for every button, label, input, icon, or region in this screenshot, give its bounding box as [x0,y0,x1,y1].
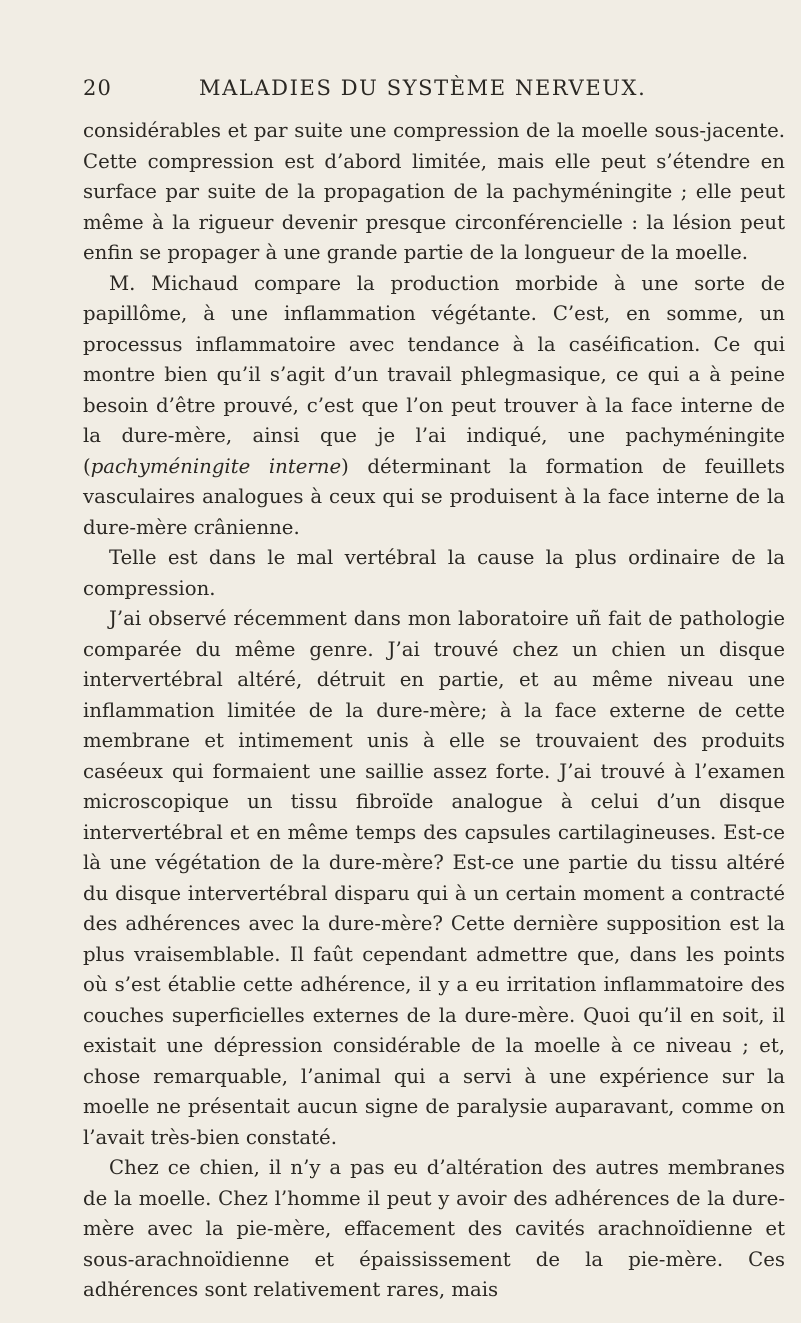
paragraph-3: Telle est dans le mal vertébral la cause la plus ordinaire de la compression. [83,546,785,600]
body-text [83,116,785,1306]
paragraph-5: Chez ce chien, il n’y a pas eu d’altération des autres membranes de la moelle. Chez l’homme il peut y avoir des adhérences de la dure-mère avec la pie-mère, effacement des cavités arachnoïdienne et sous-arachnoïdienne et épaississement de la pie-mère. Ces adhérences sont relativement rares, mais [83,1156,785,1301]
paragraph-1: considérables et par suite une compression de la moelle sous-jacente. Cette compression est d’abord limitée, mais elle peut s’étendre en surface par suite de la propagation de la pachyméningite ; elle peut même à la rigueur devenir presque circonférencielle : la lésion peut enfin se propager à une grande partie de la longueur de la moelle. [83,119,785,264]
page-header [83,76,783,108]
paragraph-2-text-start: M. Michaud compare la production morbide à une sorte de papillôme, à une inflammation végétante. C’est, en somme, un processus inflammatoire avec tendance à la caséification. Ce qui montre bien qu’il s’agit d’un travail phlegmasique, ce qui a à peine besoin d’être prouvé, c’est que l’on peut trouver à la face interne de la dure-mère, ainsi que je l’ai indiqué, une pachyméningite ( [83,271,785,478]
paragraph-4: J’ai observé récemment dans mon laboratoire uñ fait de pathologie comparée du même genre. J’ai trouvé chez un chien un disque intervertébral altéré, détruit en partie, et au même niveau une inflammation limitée de la dure-mère; à la face externe de cette membrane et intimement unis à elle se trouvaient des produits caséeux qui formaient une saillie assez forte. J’ai trouvé à l’examen microscopique un tissu fibroïde analogue à celui d’un disque intervertébral et en même temps des capsules cartilagineuses. Est-ce là une végétation de la dure-mère? Est-ce une partie du tissu altéré du disque intervertébral disparu qui à un certain moment a contracté des adhérences avec la dure-mère? Cette dernière supposition est la plus vraisemblable. Il faût cependant admettre que, dans les points où s’est établie cette adhérence, il y a eu irritation inflammatoire des couches superficielles externes de la dure-mère. Quoi qu’il en soit, il existait une dépression considérable de la moelle à ce niveau ; et, chose remarquable, l’animal qui a servi à une expérience sur la moelle ne présentait aucun signe de paralysie auparavant, comme on l’avait très-bien constaté. [83,607,785,1149]
paragraph-2-text-end: ) déterminant la formation de feuillets vasculaires analogues à ceux qui se produisent à la face interne de la dure-mère crânienne. [83,454,785,539]
running-title: MALADIES DU SYSTÈME NERVEUX. [199,76,647,100]
page-number: 20 [83,76,113,100]
paragraph-2 [83,269,785,544]
paragraph-2-italic-term: pachyméningite interne [90,454,342,478]
